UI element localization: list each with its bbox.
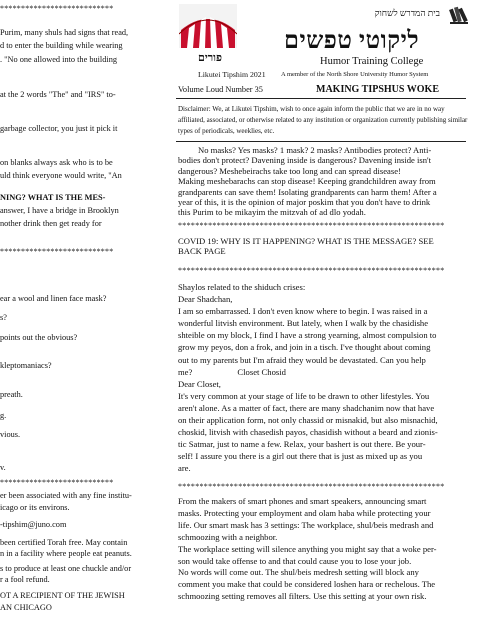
volume-number: Volume Loud Number 35 xyxy=(178,85,263,94)
text-line: It's very common at your stage of life to be drawn to other lifestyles. You xyxy=(178,390,430,401)
separator-stars: *************************** xyxy=(0,247,114,256)
left-column xyxy=(0,0,170,621)
hebrew-masthead-title: ליקוטי טפשים xyxy=(284,28,420,54)
text-line: The workplace setting will silence anything you might say that a woke per- xyxy=(178,543,437,554)
answer-line: g. xyxy=(0,411,7,420)
text-line: life. Our smart mask has 3 settings: The workplace, shul/beis medrash and xyxy=(178,519,434,530)
separator-stars: *************************** xyxy=(0,4,114,13)
smart-mask-article xyxy=(178,496,470,603)
text-line: on their application form, not only chassid or misnakid, but also misnachid, xyxy=(178,415,438,426)
humor-college-title: Humor Training College xyxy=(320,56,424,67)
covid-heading xyxy=(178,236,470,257)
hebrew-subtitle: בית המדרש לשחוק xyxy=(374,8,440,18)
text-line: d to enter the building while wearing xyxy=(0,41,123,50)
text-line: grandparents can save them! Isolating grandparents can harm them! After a xyxy=(178,186,437,197)
text-line: COVID 19: WHY IS IT HAPPENING? WHAT IS THE MESSAGE? SEE xyxy=(178,236,434,246)
divider-line xyxy=(176,141,466,142)
purim-label: פורים xyxy=(198,52,222,64)
answer-line: v. xyxy=(0,463,6,472)
text-line: From the makers of smart phones and smart speakers, announcing smart xyxy=(178,496,427,506)
text-line: Shaylos related to the shiduch crises: xyxy=(178,282,306,292)
signature-line: me? Closet Chosid xyxy=(178,366,286,377)
text-line: masks. Protecting your employment and olam haba while protecting your xyxy=(178,507,431,518)
text-line: schmoozing setting removes all filters. Use this setting at your own risk. xyxy=(178,591,427,602)
books-icon xyxy=(448,3,470,25)
text-line: Making meshebarachs can stop disease! Keeping grandchildren away from xyxy=(178,176,436,187)
question-line: s? xyxy=(0,313,7,322)
text-line: at the 2 words "The" and "IRS" to- xyxy=(0,90,116,99)
text-line: this Purim to be mikayim the mitzvah of ad dlo yodah. xyxy=(178,207,366,218)
text-line: BACK PAGE xyxy=(178,246,226,257)
text-line: dangerous? Meshebeirachs take too long and can spread disease! xyxy=(178,165,401,176)
question-line: kleptomaniacs? xyxy=(0,361,52,370)
text-line: aren't alone. As a matter of fact, there are many shadchanim now that have xyxy=(178,402,435,413)
text-line: grow my peyos, don a frok, and join in a tisch. I've thought about coming xyxy=(178,342,431,353)
separator-stars: ************************************************************** xyxy=(178,482,445,491)
text-line: choskid, litvish with chasedish payos, chasidish without a beard and zionis- xyxy=(178,427,438,438)
text-line: wonderful litvish environment. But lately, when I walk by the chasidishe xyxy=(178,318,429,329)
text-line: bodies don't protect? Davening inside is dangerous? Davening inside isn't xyxy=(178,155,431,166)
divider-line xyxy=(176,98,466,99)
text-line: . "No one allowed into the building xyxy=(0,55,117,64)
footer-line: icago or its environs. xyxy=(0,503,70,512)
footer-line: AN CHICAGO xyxy=(0,603,52,612)
footer-line: r a fool refund. xyxy=(0,575,50,584)
footer-line: er been associated with any fine institu- xyxy=(0,491,132,500)
text-line: I am so embarrassed. I don't even know where to begin. I was raised in a xyxy=(178,306,428,317)
footer-line: n in a facility where people eat peanuts. xyxy=(0,549,132,558)
member-statement: A member of the North Shore University Humor System xyxy=(281,71,429,78)
text-line: garbage collector, you just it pick it xyxy=(0,124,118,133)
text-line: uld think everyone would write, "An xyxy=(0,171,122,180)
text-line: No words will come out. The shul/beis medresh setting will block any xyxy=(178,567,419,578)
separator-stars: ************************************************************** xyxy=(178,266,445,275)
text-line: Dear Shadchan, xyxy=(178,294,233,305)
disclaimer: Disclaimer: We, at Likutei Tipshim, wish to once again inform the public that we are in no way affiliated, associated, or otherwise related to any institution or organization currently publishing similar types of periodicals, weeklies, etc. xyxy=(178,105,468,135)
text-line: nother drink then get ready for xyxy=(0,219,102,228)
footer-line: been certified Torah free. May contain xyxy=(0,538,128,547)
text-line: on blanks always ask who is to be xyxy=(0,158,113,167)
text-line: out to my parents but I'm afraid they would be devastated. Can you help xyxy=(178,354,426,365)
text-line: tic Satmar, just to name a few. Relax, your bashert is out there. Be your- xyxy=(178,439,426,450)
text-line: are. xyxy=(178,463,191,474)
text-line: son would take offense to and that could cause you to lose your job. xyxy=(178,555,412,566)
issue-title: Likutei Tipshim 2021 xyxy=(198,70,266,79)
footer-line: OT A RECIPIENT OF THE JEWISH xyxy=(0,591,125,600)
answer-line: vious. xyxy=(0,430,21,439)
footer-line: s to produce at least one chuckle and/or xyxy=(0,564,132,573)
text-line: Dear Closet, xyxy=(178,378,221,389)
section-heading: NING? WHAT IS THE MES- xyxy=(0,193,106,202)
footer-email: -tipshim@juno.com xyxy=(0,520,67,529)
circus-tent-icon xyxy=(179,4,237,48)
text-line: year of this, it is the opinion of major poskim that you don't have to drink xyxy=(178,197,431,208)
shidduch-letter xyxy=(178,281,470,475)
text-line: No masks? Yes masks? 1 mask? 2 masks? Antibodies protect? Anti- xyxy=(198,145,432,155)
answer-line: preath. xyxy=(0,390,23,399)
text-line: comment you make that could be considered loshen hara or rechelous. The xyxy=(178,579,436,590)
headline: MAKING TIPSHUS WOKE xyxy=(316,84,439,95)
text-line: shteible on my block, I find I have a strong yearning, almost compulsion to xyxy=(178,330,437,341)
text-line: answer, I have a bridge in Brooklyn xyxy=(0,206,119,215)
separator-stars: ************************************************************** xyxy=(178,221,445,230)
main-column xyxy=(174,0,476,621)
question-line: ear a wool and linen face mask? xyxy=(0,294,107,303)
masks-article xyxy=(178,145,470,218)
text-line: Purim, many shuls had signs that read, xyxy=(0,28,129,37)
question-line: points out the obvious? xyxy=(0,333,78,342)
separator-stars: *************************** xyxy=(0,478,114,487)
text-line: self! I assure you there is a girl out there that is just as mixed up as you xyxy=(178,451,423,462)
text-line: schmoozing with a neighbor. xyxy=(178,531,278,542)
